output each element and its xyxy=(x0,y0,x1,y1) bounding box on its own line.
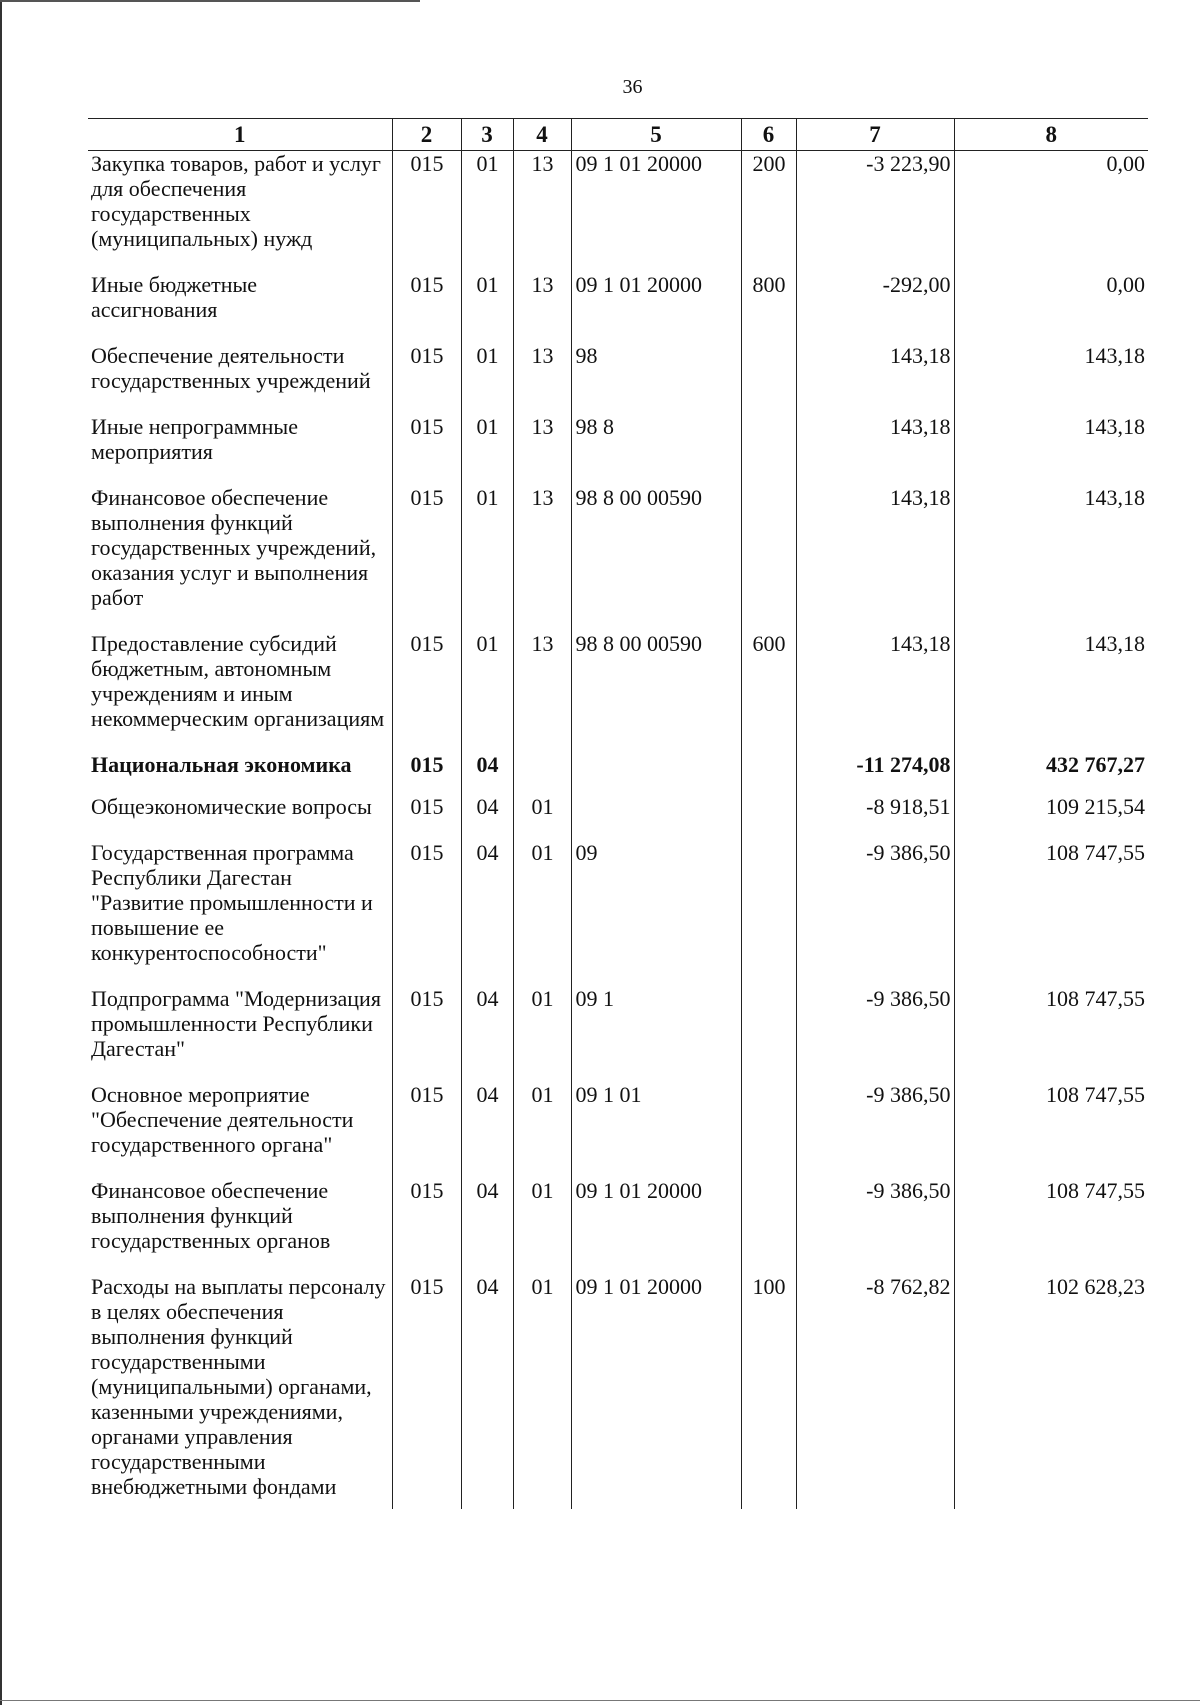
row-subsection-code: 01 xyxy=(513,1082,571,1178)
row-total-amount: 0,00 xyxy=(954,272,1148,343)
row-change-amount: -3 223,90 xyxy=(796,151,954,273)
row-ministry-code: 015 xyxy=(392,840,461,986)
row-change-amount: -9 386,50 xyxy=(796,840,954,986)
row-name: Расходы на выплаты персоналу в целях обеспечения выполнения функций государственными (муниципальными) органами, казенными учреждениями, органами управления государственными внебюджетными фондами xyxy=(91,1274,386,1499)
row-article-code: 98 8 xyxy=(571,414,741,485)
row-section-code: 04 xyxy=(461,986,513,1082)
table-row xyxy=(88,986,1148,1082)
row-article-code xyxy=(571,752,741,794)
row-subsection-code xyxy=(513,752,571,794)
row-total-amount: 108 747,55 xyxy=(954,840,1148,986)
row-expense-type xyxy=(741,840,796,986)
row-total-amount: 143,18 xyxy=(954,414,1148,485)
row-article-code: 09 1 01 20000 xyxy=(571,1178,741,1274)
row-ministry-code: 015 xyxy=(392,794,461,840)
header-col-8: 8 xyxy=(954,119,1148,151)
header-col-7: 7 xyxy=(796,119,954,151)
page-number: 36 xyxy=(622,76,643,98)
row-section-code: 04 xyxy=(461,1274,513,1509)
row-subsection-code: 01 xyxy=(513,986,571,1082)
row-name: Основное мероприятие "Обеспечение деятельности государственного органа" xyxy=(91,1082,354,1157)
row-section-code: 04 xyxy=(461,840,513,986)
row-name: Национальная экономика xyxy=(91,752,352,777)
row-name: Подпрограмма "Модернизация промышленности Республики Дагестан" xyxy=(91,986,381,1061)
row-total-amount: 143,18 xyxy=(954,485,1148,631)
scan-edge-left xyxy=(0,0,2,1705)
row-expense-type xyxy=(741,343,796,414)
row-section-code: 01 xyxy=(461,343,513,414)
row-change-amount: 143,18 xyxy=(796,414,954,485)
row-article-code xyxy=(571,794,741,840)
row-name: Финансовое обеспечение выполнения функций государственных учреждений, оказания услуг и выполнения работ xyxy=(91,485,377,610)
row-expense-type xyxy=(741,1082,796,1178)
row-total-amount: 102 628,23 xyxy=(954,1274,1148,1509)
row-name: Общеэкономические вопросы xyxy=(91,794,372,819)
table-row xyxy=(88,343,1148,414)
row-article-code: 98 8 00 00590 xyxy=(571,485,741,631)
row-change-amount: 143,18 xyxy=(796,343,954,414)
row-expense-type xyxy=(741,1178,796,1274)
table-row xyxy=(88,151,1148,273)
row-total-amount: 0,00 xyxy=(954,151,1148,273)
row-article-code: 09 1 xyxy=(571,986,741,1082)
header-col-6: 6 xyxy=(741,119,796,151)
row-section-code: 04 xyxy=(461,1082,513,1178)
scan-edge-top xyxy=(0,0,420,2)
row-ministry-code: 015 xyxy=(392,986,461,1082)
row-expense-type: 200 xyxy=(741,151,796,273)
row-article-code: 98 8 00 00590 xyxy=(571,631,741,752)
row-section-code: 04 xyxy=(461,1178,513,1274)
row-total-amount: 108 747,55 xyxy=(954,1178,1148,1274)
row-section-code: 01 xyxy=(461,272,513,343)
row-article-code: 09 xyxy=(571,840,741,986)
row-expense-type: 100 xyxy=(741,1274,796,1509)
row-subsection-code: 01 xyxy=(513,1274,571,1509)
table-row xyxy=(88,840,1148,986)
row-section-code: 01 xyxy=(461,414,513,485)
table-row xyxy=(88,1082,1148,1178)
row-change-amount: 143,18 xyxy=(796,631,954,752)
row-ministry-code: 015 xyxy=(392,1082,461,1178)
table-row xyxy=(88,752,1148,794)
table-header-row xyxy=(88,119,1148,151)
row-expense-type xyxy=(741,752,796,794)
row-expense-type xyxy=(741,986,796,1082)
row-section-code: 04 xyxy=(461,794,513,840)
row-name: Обеспечение деятельности государственных учреждений xyxy=(91,343,371,393)
row-section-code: 01 xyxy=(461,631,513,752)
row-name: Закупка товаров, работ и услуг для обеспечения государственных (муниципальных) нужд xyxy=(91,151,381,251)
row-subsection-code: 01 xyxy=(513,840,571,986)
budget-table xyxy=(88,118,1148,1509)
row-change-amount: -11 274,08 xyxy=(796,752,954,794)
row-ministry-code: 015 xyxy=(392,272,461,343)
header-col-5: 5 xyxy=(571,119,741,151)
row-ministry-code: 015 xyxy=(392,1178,461,1274)
row-expense-type xyxy=(741,485,796,631)
scan-edge-bottom xyxy=(0,1700,1200,1701)
row-subsection-code: 13 xyxy=(513,485,571,631)
row-name: Финансовое обеспечение выполнения функций государственных органов xyxy=(91,1178,331,1253)
row-subsection-code: 01 xyxy=(513,794,571,840)
row-article-code: 09 1 01 20000 xyxy=(571,1274,741,1509)
row-subsection-code: 13 xyxy=(513,272,571,343)
table-row xyxy=(88,1178,1148,1274)
row-total-amount: 143,18 xyxy=(954,343,1148,414)
row-change-amount: 143,18 xyxy=(796,485,954,631)
row-subsection-code: 01 xyxy=(513,1178,571,1274)
row-name: Иные бюджетные ассигнования xyxy=(91,272,258,322)
row-ministry-code: 015 xyxy=(392,151,461,273)
table-body xyxy=(88,151,1148,1510)
row-change-amount: -9 386,50 xyxy=(796,986,954,1082)
row-total-amount: 143,18 xyxy=(954,631,1148,752)
row-total-amount: 108 747,55 xyxy=(954,986,1148,1082)
row-change-amount: -8 918,51 xyxy=(796,794,954,840)
row-expense-type: 800 xyxy=(741,272,796,343)
table-row xyxy=(88,631,1148,752)
row-name: Иные непрограммные мероприятия xyxy=(91,414,298,464)
row-ministry-code: 015 xyxy=(392,631,461,752)
row-article-code: 98 xyxy=(571,343,741,414)
row-name: Государственная программа Республики Дагестан "Развитие промышленности и повышение ее конкурентоспособности" xyxy=(91,840,373,965)
table-row xyxy=(88,1274,1148,1509)
header-col-1: 1 xyxy=(88,119,392,151)
table-row xyxy=(88,485,1148,631)
row-change-amount: -9 386,50 xyxy=(796,1082,954,1178)
row-article-code: 09 1 01 xyxy=(571,1082,741,1178)
header-col-3: 3 xyxy=(461,119,513,151)
table-row xyxy=(88,272,1148,343)
row-ministry-code: 015 xyxy=(392,414,461,485)
row-ministry-code: 015 xyxy=(392,343,461,414)
row-section-code: 04 xyxy=(461,752,513,794)
row-subsection-code: 13 xyxy=(513,414,571,485)
row-expense-type xyxy=(741,794,796,840)
row-section-code: 01 xyxy=(461,485,513,631)
row-change-amount: -292,00 xyxy=(796,272,954,343)
table-row xyxy=(88,414,1148,485)
row-change-amount: -9 386,50 xyxy=(796,1178,954,1274)
row-name: Предоставление субсидий бюджетным, автономным учреждениям и иным некоммерческим организациям xyxy=(91,631,385,731)
row-subsection-code: 13 xyxy=(513,343,571,414)
row-subsection-code: 13 xyxy=(513,151,571,273)
row-total-amount: 108 747,55 xyxy=(954,1082,1148,1178)
row-expense-type xyxy=(741,414,796,485)
row-section-code: 01 xyxy=(461,151,513,273)
row-ministry-code: 015 xyxy=(392,485,461,631)
row-expense-type: 600 xyxy=(741,631,796,752)
row-article-code: 09 1 01 20000 xyxy=(571,151,741,273)
row-article-code: 09 1 01 20000 xyxy=(571,272,741,343)
row-ministry-code: 015 xyxy=(392,1274,461,1509)
header-col-2: 2 xyxy=(392,119,461,151)
table-row xyxy=(88,794,1148,840)
row-total-amount: 109 215,54 xyxy=(954,794,1148,840)
row-change-amount: -8 762,82 xyxy=(796,1274,954,1509)
row-subsection-code: 13 xyxy=(513,631,571,752)
header-col-4: 4 xyxy=(513,119,571,151)
row-total-amount: 432 767,27 xyxy=(954,752,1148,794)
row-ministry-code: 015 xyxy=(392,752,461,794)
